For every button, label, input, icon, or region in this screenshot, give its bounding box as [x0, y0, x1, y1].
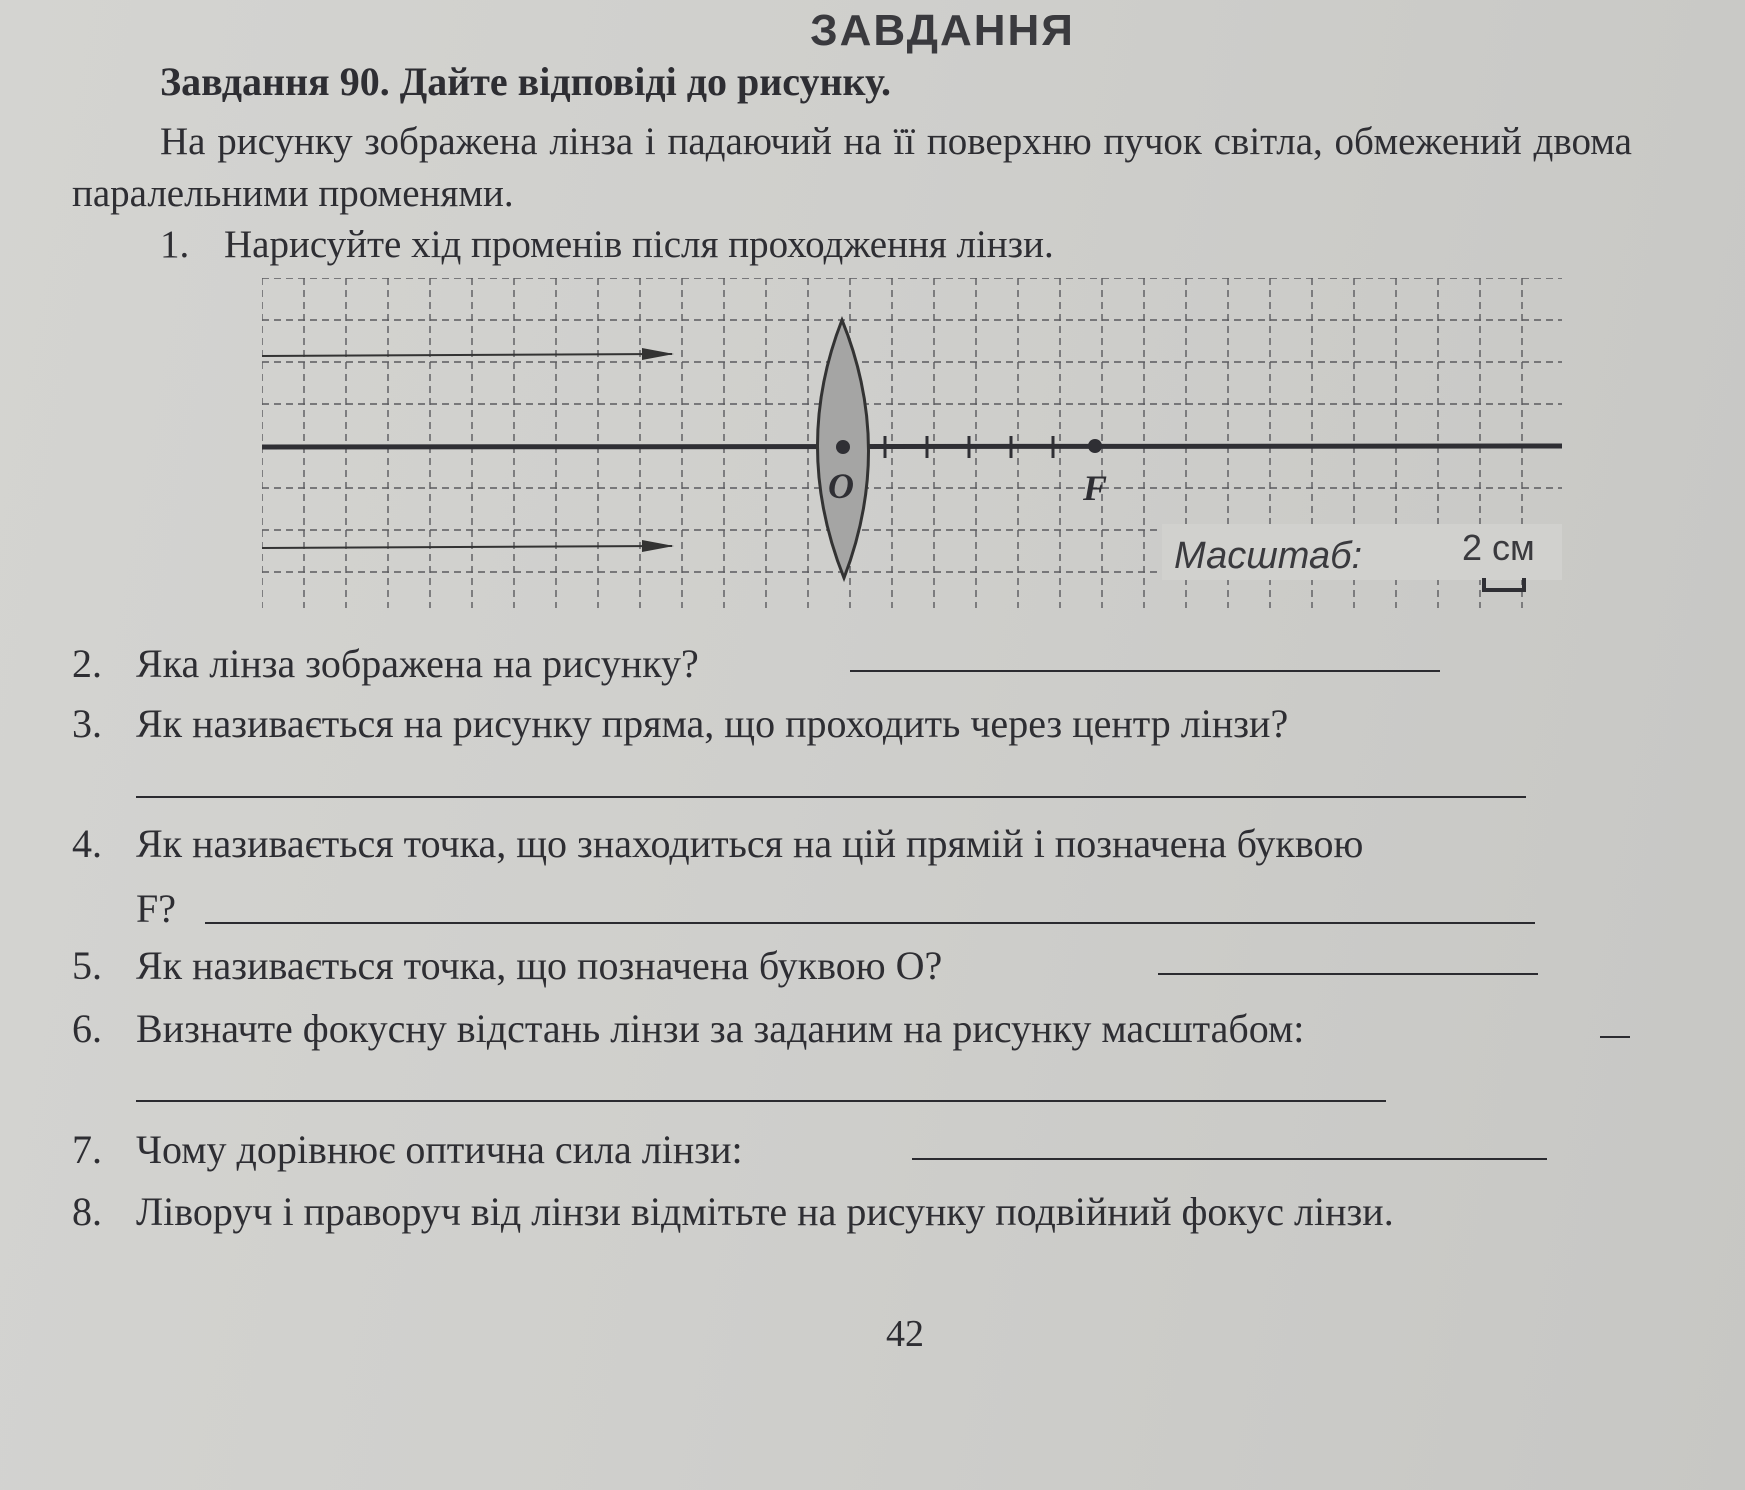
answer-line-6a[interactable] [1600, 1036, 1630, 1038]
question-4 [72, 820, 1363, 867]
ray-bottom [262, 546, 672, 548]
answer-line-3[interactable] [136, 796, 1526, 798]
question-number: 8. [72, 1189, 102, 1234]
question-text: Як називається на рисунку пряма, що проходить через центр лінзи? [136, 701, 1289, 746]
question-5 [72, 942, 942, 989]
question-7 [72, 1126, 743, 1173]
question-number: 1. [160, 223, 190, 266]
question-text: Чому дорівнює оптична сила лінзи: [136, 1127, 743, 1172]
question-number: 2. [72, 641, 102, 686]
question-text: Яка лінза зображена на рисунку? [136, 641, 699, 686]
ray-top [262, 354, 672, 356]
answer-line-4[interactable] [205, 922, 1535, 924]
question-1 [160, 222, 1054, 267]
question-text: Ліворуч і праворуч від лінзи відмітьте на рисунку подвійний фокус лінзи. [136, 1189, 1394, 1234]
answer-line-5[interactable] [1158, 973, 1538, 975]
question-text: F? [136, 886, 176, 931]
question-number: 3. [72, 701, 102, 746]
task-intro: На рисунку зображена лінза і падаючий на її поверхню пучок світла, обмежений двома паралельними променями. [72, 120, 1632, 215]
optical-axis [262, 446, 1562, 447]
question-4-continued [136, 885, 176, 932]
ray-bottom-arrow-icon [642, 540, 674, 552]
question-3 [72, 700, 1288, 747]
question-number: 6. [72, 1006, 102, 1051]
question-8 [72, 1188, 1394, 1235]
answer-line-7[interactable] [912, 1158, 1547, 1160]
question-number: 4. [72, 821, 102, 866]
scale-label: Масштаб: [1174, 535, 1363, 577]
question-6 [72, 1005, 1304, 1052]
label-f: F [1083, 468, 1108, 508]
scale-value: 2 см [1462, 527, 1535, 568]
task-title: Завдання 90. Дайте відповіді до рисунку. [160, 59, 891, 104]
question-text: Визначте фокусну відстань лінзи за заданим на рисунку масштабом: [136, 1006, 1305, 1051]
focus-point [1088, 439, 1102, 453]
question-number: 7. [72, 1127, 102, 1172]
question-number: 5. [72, 943, 102, 988]
label-o: O [828, 466, 854, 506]
section-header: ЗАВДАННЯ [810, 6, 1075, 55]
ray-top-arrow-icon [642, 348, 674, 360]
answer-line-6b[interactable] [136, 1100, 1386, 1102]
question-2 [72, 640, 699, 687]
question-text: Як називається точка, що позначена буквою О? [136, 943, 943, 988]
question-text: Нарисуйте хід променів після проходження лінзи. [224, 223, 1054, 266]
page-number: 42 [886, 1313, 924, 1355]
answer-line-2[interactable] [850, 670, 1440, 672]
question-text: Як називається точка, що знаходиться на цій прямій і позначена буквою [136, 821, 1364, 866]
lens-diagram[interactable] [262, 278, 1582, 623]
lens-center-point [836, 440, 850, 454]
